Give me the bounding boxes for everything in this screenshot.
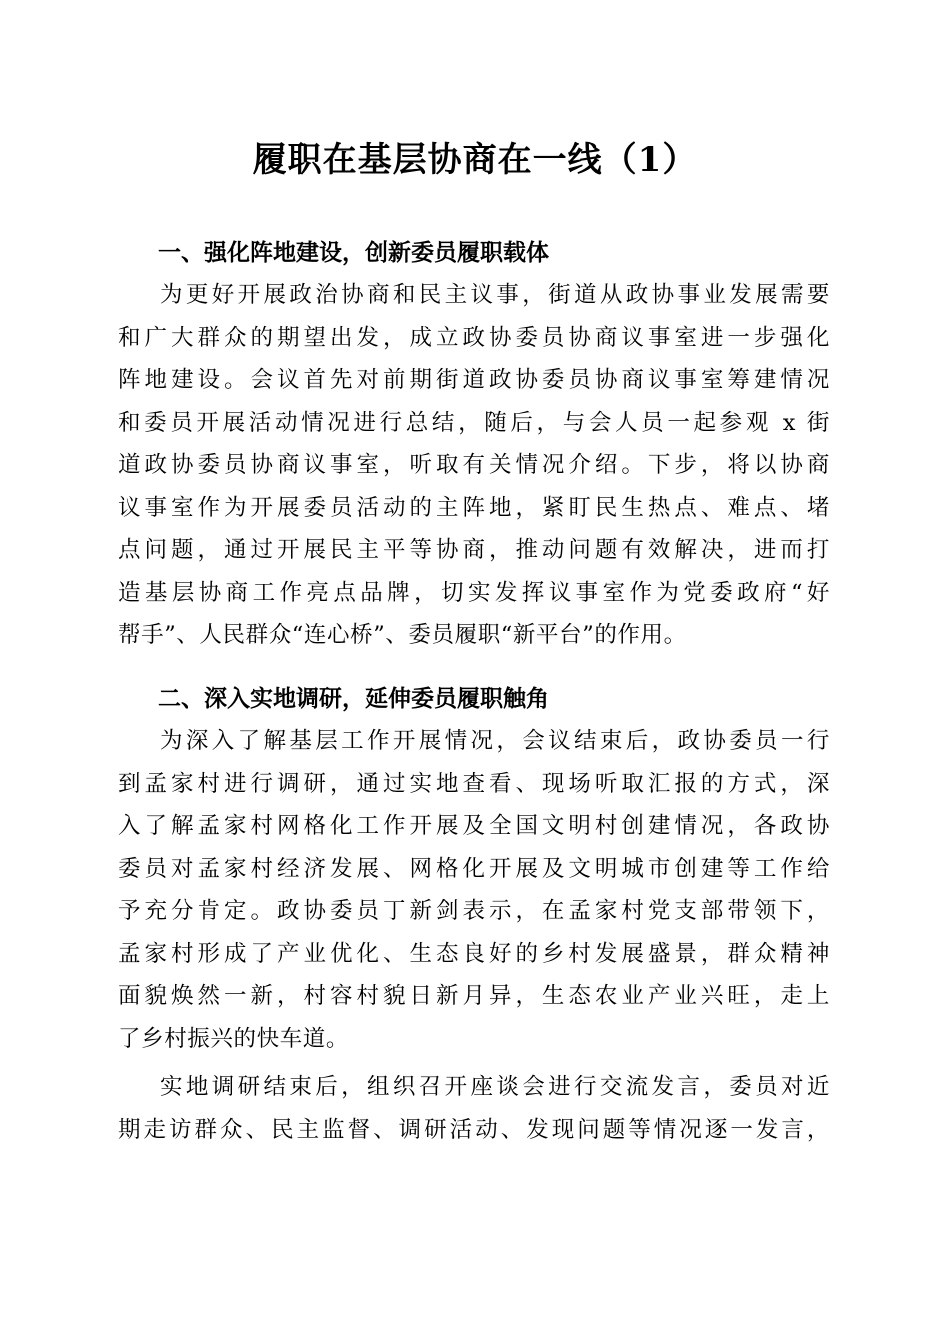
paragraph-line: 面貌焕然一新，村容村貌日新月异，生态农业产业兴旺，走上 [118, 983, 830, 1009]
paragraph-line: 予充分肯定。政协委员丁新剑表示，在孟家村党支部带领下， [118, 898, 830, 924]
paragraph-line: 阵地建设。会议首先对前期街道政协委员协商议事室筹建情况 [118, 367, 830, 393]
section-2 [118, 678, 830, 1151]
paragraph-line: 实地调研结束后，组织召开座谈会进行交流发言，委员对近 [160, 1074, 830, 1100]
paragraph-line: 孟家村形成了产业优化、生态良好的乡村发展盛景，群众精神 [118, 940, 830, 967]
section-1 [118, 232, 830, 657]
paragraph-line: 造基层协商工作亮点品牌，切实发挥议事室作为党委政府“好 [118, 579, 830, 606]
paragraph [118, 720, 830, 1060]
paragraph-line: 了乡村振兴的快车道。 [118, 1025, 350, 1052]
document-title: 履职在基层协商在一线（1） [252, 140, 698, 180]
paragraph-line: 议事室作为开展委员活动的主阵地，紧盯民生热点、难点、堵 [118, 494, 830, 521]
paragraph-line: 为更好开展政治协商和民主议事，街道从政协事业发展需要 [160, 282, 830, 308]
paragraph-line: 到孟家村进行调研，通过实地查看、现场听取汇报的方式，深 [118, 770, 830, 797]
paragraph-line: 入了解孟家村网格化工作开展及全国文明村创建情况，各政协 [118, 813, 830, 839]
paragraph-line: 道政协委员协商议事室，听取有关情况介绍。下步，将以协商 [118, 452, 830, 478]
paragraph-line: 帮手”、人民群众“连心桥”、委员履职“新平台”的作用。 [118, 622, 687, 648]
paragraph-line: 为深入了解基层工作开展情况，会议结束后，政协委员一行 [160, 728, 830, 754]
paragraph-line: 委员对孟家村经济发展、网格化开展及文明城市创建等工作给 [118, 855, 830, 882]
section-heading: 一、强化阵地建设，创新委员履职载体 [158, 240, 549, 266]
paragraph-line: 期走访群众、民主监督、调研活动、发现问题等情况逐一发言， [118, 1116, 830, 1143]
section-heading: 二、深入实地调研，延伸委员履职触角 [158, 686, 549, 712]
paragraph-line: 和委员开展活动情况进行总结，随后，与会人员一起参观 x 街 [118, 409, 830, 436]
paragraph-line: 和广大群众的期望出发，成立政协委员协商议事室进一步强化 [118, 324, 830, 351]
paragraph-line: 点问题，通过开展民主平等协商，推动问题有效解决，进而打 [118, 537, 830, 563]
paragraph [118, 1066, 830, 1151]
paragraph [118, 274, 830, 657]
